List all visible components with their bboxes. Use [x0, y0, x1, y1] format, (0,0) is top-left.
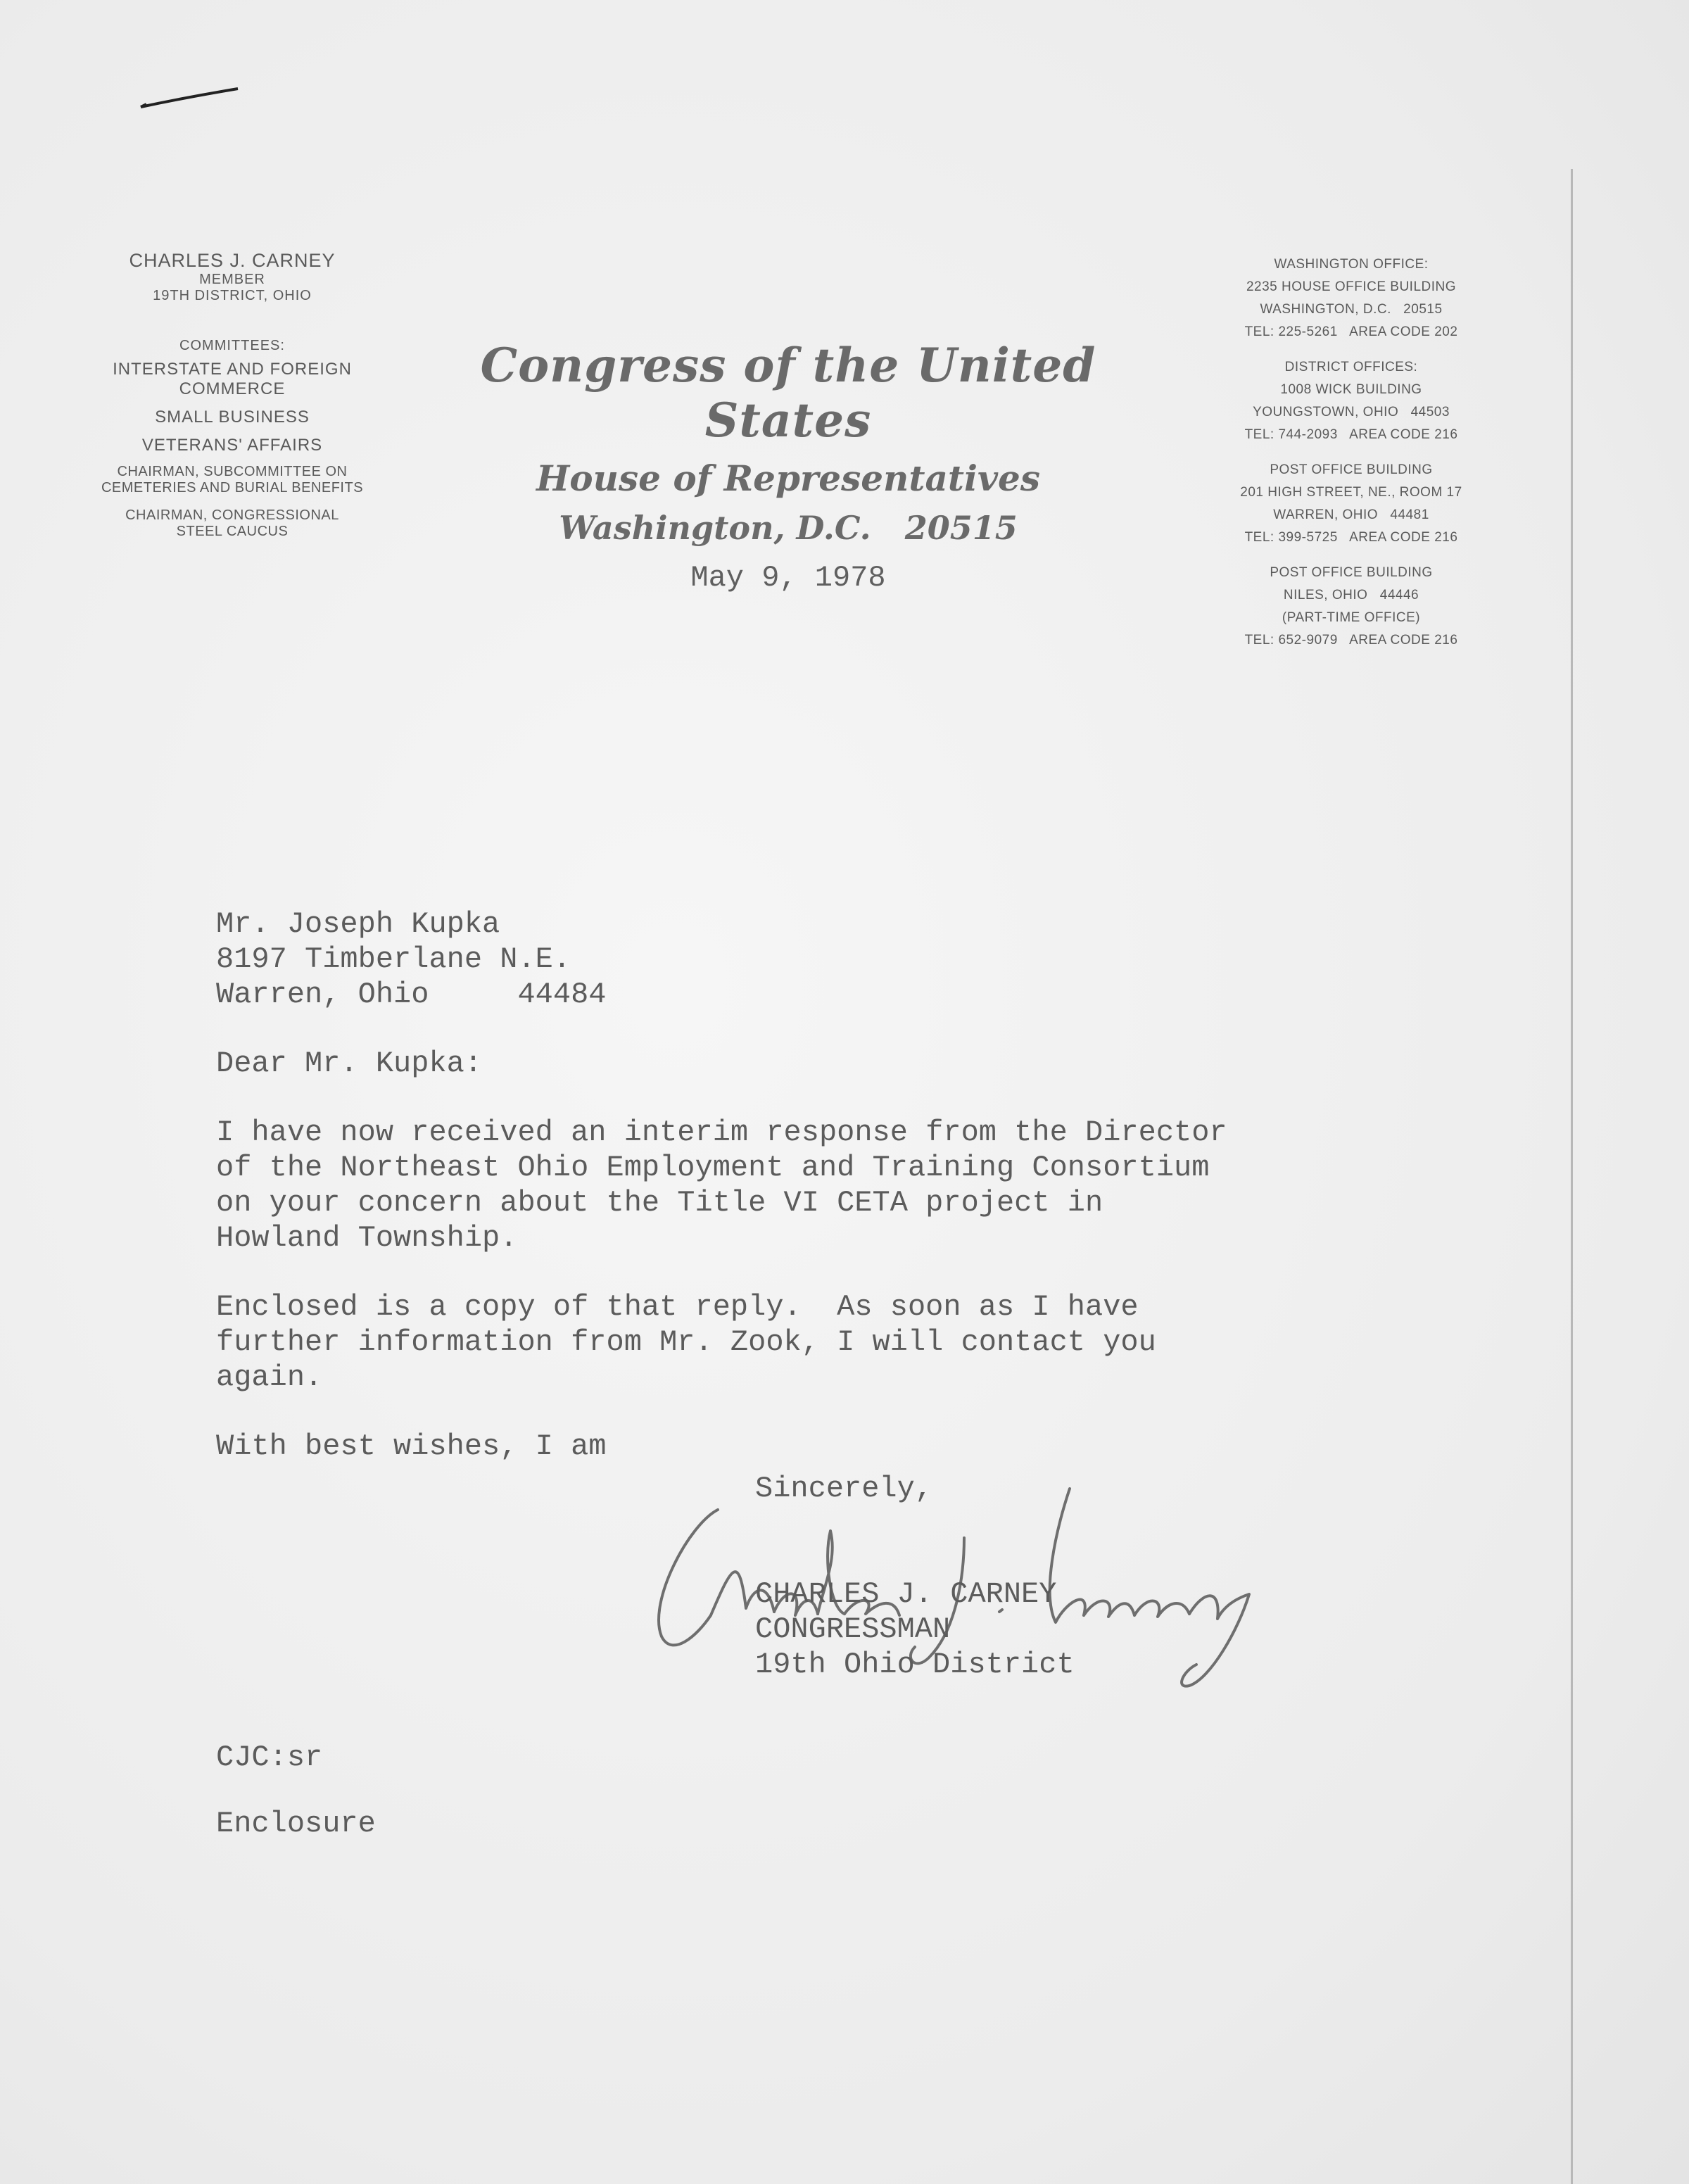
paragraph-line: Howland Township.	[216, 1221, 518, 1255]
office-line: (PART-TIME OFFICE)	[1282, 610, 1421, 625]
recipient-name: Mr. Joseph Kupka	[216, 907, 500, 941]
paragraph-line: again.	[216, 1361, 323, 1394]
staple-mark-icon	[138, 83, 243, 111]
office-line: 2235 HOUSE OFFICE BUILDING	[1246, 279, 1457, 294]
signer-title: CONGRESSMAN	[755, 1612, 951, 1646]
paragraph-line: I have now received an interim response from the Director	[216, 1116, 1227, 1149]
letterhead	[394, 338, 1182, 595]
office-line: YOUNGSTOWN, OHIO 44503	[1253, 405, 1450, 419]
office-line: 201 HIGH STREET, NE., ROOM 17	[1240, 485, 1462, 500]
letter-date: May 9, 1978	[690, 561, 886, 595]
letter-body	[216, 907, 1412, 1464]
page-edge-line	[1571, 169, 1573, 2184]
enclosure-note: Enclosure	[216, 1807, 376, 1841]
committee-item: CHAIRMAN, SUBCOMMITTEE ON	[117, 464, 348, 479]
district-offices-heading: DISTRICT OFFICES:	[1284, 360, 1418, 374]
typist-initials: CJC:sr	[216, 1741, 323, 1774]
member-info	[56, 250, 408, 540]
recipient-street: 8197 Timberlane N.E.	[216, 942, 571, 976]
paragraph-line: Enclosed is a copy of that reply. As soon as I have	[216, 1290, 1139, 1324]
member-title: MEMBER	[199, 272, 265, 287]
committee-item: SMALL BUSINESS	[155, 408, 310, 427]
letter-footer	[216, 1740, 376, 1841]
letterhead-congress: Congress of the United States	[480, 338, 1096, 448]
committee-item: VETERANS' AFFAIRS	[141, 436, 323, 455]
recipient-city: Warren, Ohio 44484	[216, 978, 607, 1011]
committee-item: CHAIRMAN, CONGRESSIONAL	[125, 507, 339, 523]
letterhead-house: House of Representatives	[536, 457, 1040, 499]
office-line: WARREN, OHIO 44481	[1273, 507, 1429, 522]
member-name: CHARLES J. CARNEY	[129, 250, 336, 271]
committee-item: INTERSTATE AND FOREIGN	[113, 360, 352, 379]
office-line: NILES, OHIO 44446	[1283, 588, 1419, 602]
paragraph-line: of the Northeast Ohio Employment and Training Consortium	[216, 1151, 1210, 1185]
office-line: TEL: 744-2093 AREA CODE 216	[1244, 427, 1458, 442]
washington-office-heading: WASHINGTON OFFICE:	[1274, 257, 1429, 272]
committees-heading: COMMITTEES:	[179, 338, 285, 353]
paragraph-line: on your concern about the Title VI CETA project in	[216, 1186, 1103, 1220]
closing: Sincerely,	[755, 1472, 933, 1506]
office-line: WASHINGTON, D.C. 20515	[1260, 302, 1443, 317]
office-line: POST OFFICE BUILDING	[1270, 462, 1433, 477]
office-line: TEL: 225-5261 AREA CODE 202	[1244, 324, 1458, 339]
signer-district: 19th Ohio District	[755, 1648, 1075, 1681]
committee-item: COMMERCE	[179, 379, 286, 398]
committee-item: STEEL CAUCUS	[176, 524, 289, 539]
office-line: POST OFFICE BUILDING	[1270, 565, 1433, 580]
closing-block	[755, 1471, 1075, 1682]
member-district: 19TH DISTRICT, OHIO	[153, 288, 312, 303]
office-line: TEL: 652-9079 AREA CODE 216	[1244, 633, 1458, 648]
letterhead-washington: Washington, D.C. 20515	[559, 509, 1018, 547]
office-line: 1008 WICK BUILDING	[1280, 382, 1422, 397]
office-addresses	[1196, 253, 1506, 652]
salutation: Dear Mr. Kupka:	[216, 1047, 483, 1080]
office-line: TEL: 399-5725 AREA CODE 216	[1244, 530, 1458, 545]
paragraph-line: further information from Mr. Zook, I will contact you	[216, 1325, 1156, 1359]
committee-item: CEMETERIES AND BURIAL BENEFITS	[101, 480, 364, 495]
signer-name: CHARLES J. CARNEY	[755, 1577, 1057, 1611]
paragraph-line: With best wishes, I am	[216, 1429, 607, 1463]
